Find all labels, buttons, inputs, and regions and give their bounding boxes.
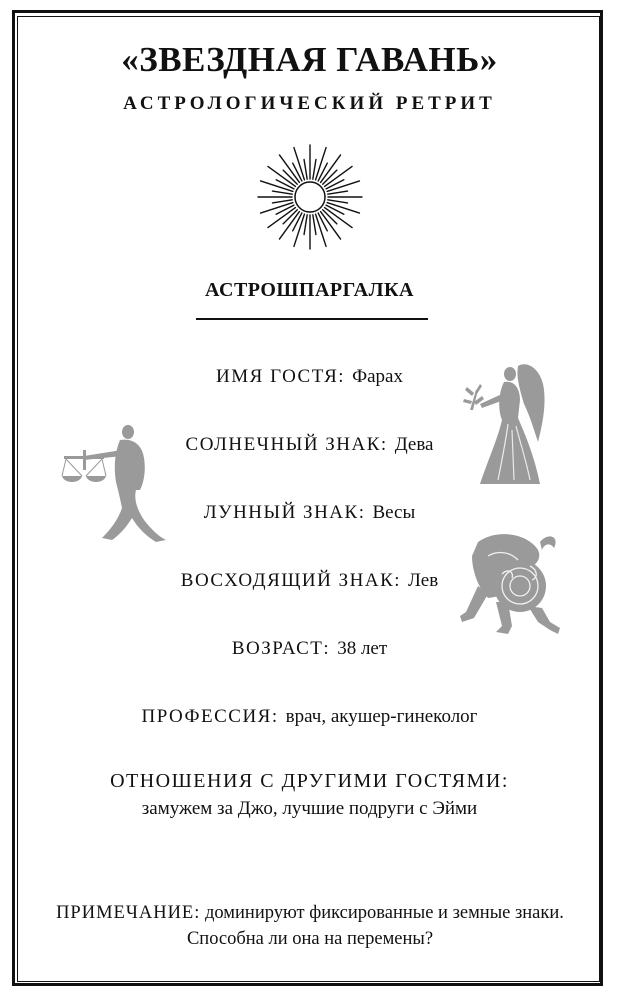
sun-ray xyxy=(268,208,296,228)
page-title: «ЗВЕЗДНАЯ ГАВАНЬ» xyxy=(121,40,498,79)
sun-ray xyxy=(313,159,316,179)
leo-figure-icon xyxy=(458,526,562,638)
sun-burst-icon xyxy=(255,142,365,252)
sun-ray xyxy=(325,208,353,228)
field-label: ВОЗРАСТ: xyxy=(231,638,331,659)
section-heading: АСТРОШПАРГАЛКА xyxy=(205,279,414,301)
field-label: ЛУННЫЙ ЗНАК: xyxy=(203,502,366,523)
sun-ray xyxy=(268,166,296,186)
field-value: Фарах xyxy=(352,366,403,387)
field-label: ВОСХОДЯЩИЙ ЗНАК: xyxy=(180,570,402,591)
sun-ray xyxy=(304,215,307,235)
field-label: СОЛНЕЧНЫЙ ЗНАК: xyxy=(185,434,388,455)
sun-ray xyxy=(272,191,292,194)
relations-label: ОТНОШЕНИЯ С ДРУГИМИ ГОСТЯМИ: xyxy=(110,770,509,792)
field-value: врач, акушер-гинеколог xyxy=(285,706,478,727)
sun-ray xyxy=(279,155,299,183)
field-value: 38 лет xyxy=(337,638,388,659)
sun-ray xyxy=(325,166,353,186)
sun-ray xyxy=(328,200,348,203)
field-profession xyxy=(0,706,619,728)
sun-ray xyxy=(304,159,307,179)
sun-ray xyxy=(328,191,348,194)
sun-ray xyxy=(321,212,341,240)
libra-figure-icon xyxy=(60,420,172,544)
relations-value: замужем за Джо, лучшие подруги с Эйми xyxy=(141,798,478,819)
sun-ray xyxy=(321,155,341,183)
sun-ray xyxy=(313,215,316,235)
field-value: Весы xyxy=(372,502,416,523)
field-value: Лев xyxy=(408,570,439,591)
note xyxy=(40,900,580,952)
field-label: ИМЯ ГОСТЯ: xyxy=(216,366,346,387)
field-label: ПРОФЕССИЯ: xyxy=(141,706,279,727)
field-value: Дева xyxy=(394,434,434,455)
sun-ray xyxy=(279,212,299,240)
note-label: ПРИМЕЧАНИЕ: xyxy=(56,903,201,923)
sun-ray xyxy=(272,200,292,203)
virgo-figure-icon xyxy=(458,360,550,488)
note-value: доминируют фиксированные и земные знаки. Способна ли она на перемены? xyxy=(186,903,564,949)
heading-divider xyxy=(196,318,428,320)
field-age xyxy=(0,638,619,660)
page-subtitle: АСТРОЛОГИЧЕСКИЙ РЕТРИТ xyxy=(123,93,496,114)
